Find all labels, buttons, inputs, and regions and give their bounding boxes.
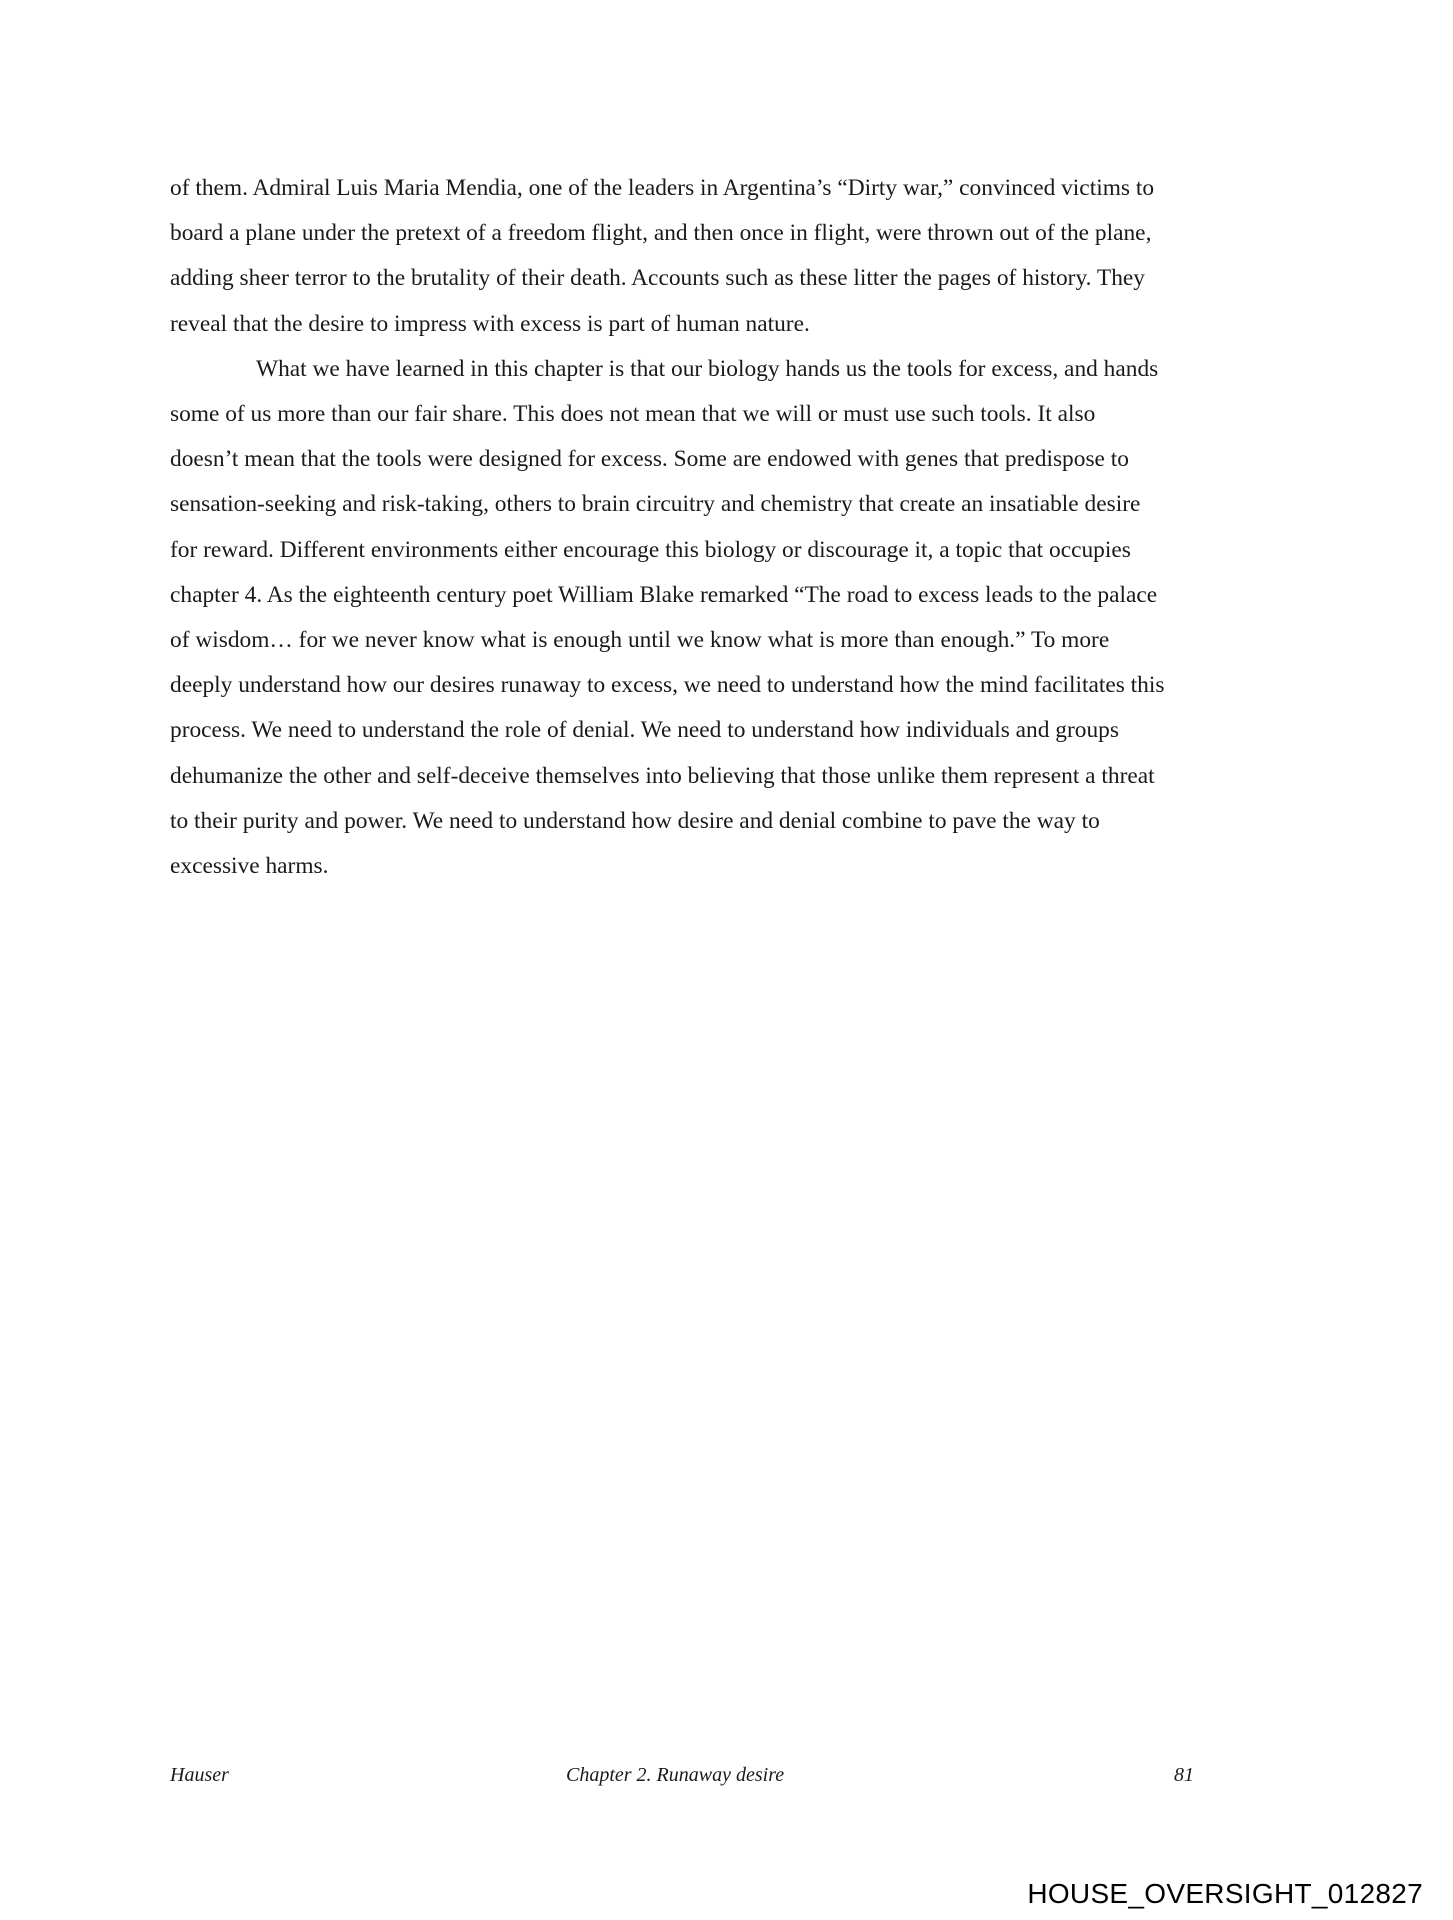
- paragraph-line: dehumanize the other and self-deceive themselves into believing that those unlike them represent a threat: [170, 762, 1155, 789]
- footer-page-number: 81: [1174, 1764, 1194, 1786]
- paragraph-line: reveal that the desire to impress with excess is part of human nature.: [170, 310, 810, 337]
- paragraph-line: to their purity and power. We need to understand how desire and denial combine to pave the way to: [170, 807, 1100, 834]
- bates-stamp: HOUSE_OVERSIGHT_012827: [1027, 1878, 1423, 1909]
- paragraph-line: doesn’t mean that the tools were designed for excess. Some are endowed with genes that predispose to: [170, 446, 1129, 473]
- paragraph-line: sensation-seeking and risk-taking, others to brain circuitry and chemistry that create an insatiable desire: [170, 491, 1141, 518]
- paragraph-line: What we have learned in this chapter is that our biology hands us the tools for excess, and hands: [256, 355, 1159, 382]
- footer-chapter-title: Chapter 2. Runaway desire: [566, 1764, 785, 1786]
- paragraph-line: deeply understand how our desires runaway to excess, we need to understand how the mind facilitates this: [170, 672, 1165, 699]
- paragraph-line: of wisdom… for we never know what is enough until we know what is more than enough.” To more: [170, 627, 1110, 654]
- paragraph-line: excessive harms.: [170, 853, 329, 880]
- paragraph-line: of them. Admiral Luis Maria Mendia, one of the leaders in Argentina’s “Dirty war,” convinced victims to: [170, 175, 1155, 201]
- paragraph-line: for reward. Different environments either encourage this biology or discourage it, a topic that occupies: [170, 536, 1131, 563]
- paragraph-1: [170, 166, 1290, 347]
- page-body: [170, 166, 1290, 889]
- paragraph-line: some of us more than our fair share. This does not mean that we will or must use such tools. It also: [170, 401, 1096, 428]
- paragraph-line: board a plane under the pretext of a freedom flight, and then once in flight, were thrown out of the plane,: [170, 220, 1152, 247]
- paragraph-line: chapter 4. As the eighteenth century poet William Blake remarked “The road to excess leads to the palace: [170, 581, 1158, 608]
- paragraph-line: adding sheer terror to the brutality of their death. Accounts such as these litter the pages of history. They: [170, 265, 1145, 292]
- footer-author: Hauser: [170, 1764, 229, 1786]
- paragraph-line: process. We need to understand the role of denial. We need to understand how individuals and groups: [170, 717, 1119, 744]
- paragraph-2: [170, 347, 1290, 889]
